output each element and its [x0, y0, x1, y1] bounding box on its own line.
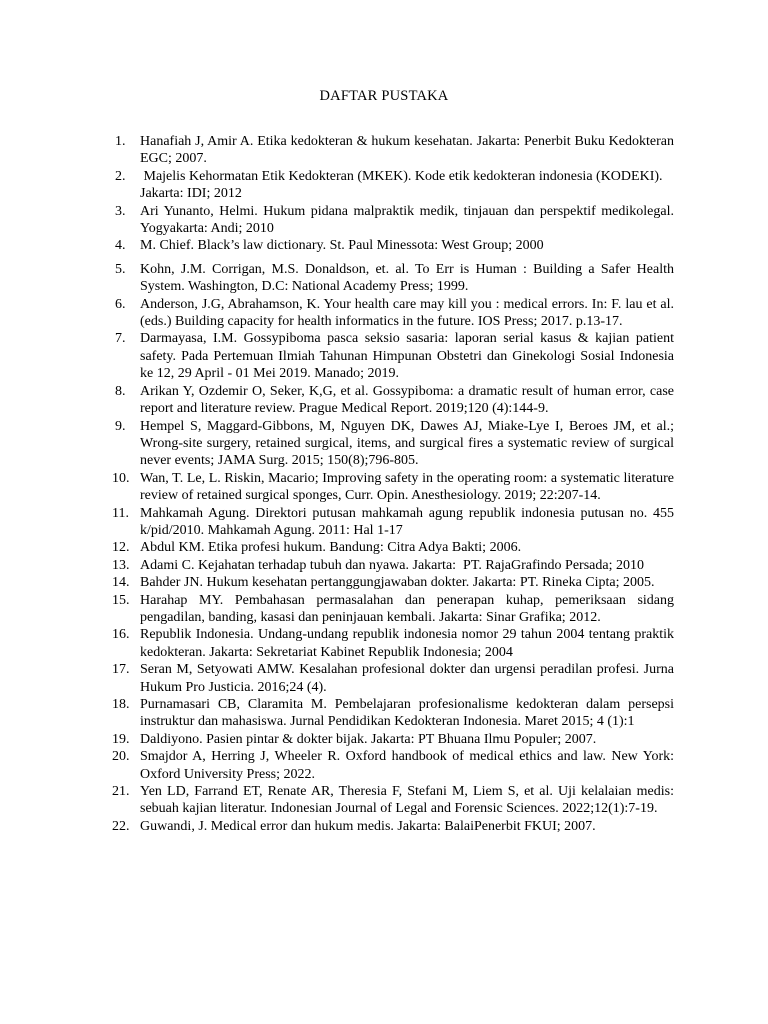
reference-item	[0, 783, 674, 818]
reference-text: Purnamasari CB, Claramita M. Pembelajaran profesionalisme kedokteran dalam persepsi instruktur dan mahasiswa. Jurnal Pendidikan Kedokteran Indonesia. Maret 2015; 4 (1):1	[140, 697, 674, 730]
reference-number: 22.	[112, 818, 130, 834]
reference-text: Yen LD, Farrand ET, Renate AR, Theresia F, Stefani M, Liem S, et al. Uji kelalaian medis: sebuah kajian literatur. Indonesian Journal of Legal and Forensic Sciences. 2022;12(1):7-19.	[140, 784, 674, 817]
reference-text: Republik Indonesia. Undang-undang republik indonesia nomor 29 tahun 2004 tentang praktik kedokteran. Jakarta: Sekretariat Kabinet Republik Indonesia; 2004	[140, 627, 674, 660]
reference-number: 1.	[115, 134, 126, 149]
reference-text: Guwandi, J. Medical error dan hukum medis. Jakarta: BalaiPenerbit FKUI; 2007.	[140, 818, 596, 834]
reference-item	[0, 168, 674, 203]
reference-text: M. Chief. Black’s law dictionary. St. Paul Minessota: West Group; 2000	[140, 238, 544, 254]
reference-number: 2.	[115, 168, 126, 184]
reference-item	[0, 418, 674, 470]
reference-item	[0, 818, 674, 835]
reference-text: Hempel S, Maggard-Gibbons, M, Nguyen DK, Dawes AJ, Miake-Lye I, Beroes JM, et al.; Wrong-site surgery, retained surgical, items, and surgical fires a systematic review of surgical never events; JAMA Surg. 2015; 150(8);796-805.	[140, 418, 674, 469]
reference-number: 7.	[115, 331, 126, 347]
reference-number: 19.	[112, 731, 130, 747]
reference-item	[0, 696, 674, 731]
reference-number: 9.	[115, 418, 126, 434]
reference-item	[0, 574, 674, 591]
reference-text: Darmayasa, I.M. Gossypiboma pasca seksio sasaria: laporan serial kasus & kajian patient safety. Pada Pertemuan Ilmiah Tahunan Himpunan Obstetri dan Ginekologi Sosial Indonesia ke 12, 29 April - 01 Mei 2019. Manado; 2019.	[140, 331, 674, 382]
reference-number: 13.	[112, 557, 130, 573]
reference-text: Hanafiah J, Amir A. Etika kedokteran & hukum kesehatan. Jakarta: Penerbit Buku Kedokteran EGC; 2007.	[140, 134, 674, 167]
reference-text: Adami C. Kejahatan terhadap tubuh dan nyawa. Jakarta: PT. RajaGrafindo Persada; 2010	[140, 557, 644, 573]
reference-number: 8.	[115, 383, 126, 399]
reference-number: 10.	[112, 470, 130, 486]
reference-number: 5.	[115, 261, 126, 277]
reference-number: 20.	[112, 749, 130, 765]
reference-number: 14.	[112, 575, 130, 591]
reference-number: 18.	[112, 697, 130, 712]
reference-text: Kohn, J.M. Corrigan, M.S. Donaldson, et. al. To Err is Human : Building a Safer Health System. Washington, D.C: National Academy Press; 1999.	[140, 261, 674, 295]
reference-item	[0, 470, 674, 505]
reference-text: Anderson, J.G, Abrahamson, K. Your health care may kill you : medical errors. In: F. lau et al. (eds.) Building capacity for health informatics in the future. IOS Press; 2017. p.13-17.	[140, 296, 674, 330]
reference-number: 17.	[112, 662, 130, 678]
reference-text: Wan, T. Le, L. Riskin, Macario; Improving safety in the operating room: a systematic literature review of retained surgical sponges, Curr. Opin. Anesthesiology. 2019; 22:207-14.	[140, 470, 674, 504]
reference-item	[0, 296, 674, 331]
reference-item	[0, 626, 674, 661]
reference-number: 6.	[115, 296, 126, 312]
reference-item	[0, 133, 674, 168]
reference-text: Bahder JN. Hukum kesehatan pertanggungjawaban dokter. Jakarta: PT. Rineka Cipta; 2005.	[140, 575, 655, 591]
reference-item	[0, 383, 674, 418]
reference-item	[0, 731, 674, 748]
reference-item	[0, 592, 674, 627]
reference-number: 11.	[112, 505, 129, 521]
reference-item	[0, 557, 674, 574]
reference-text: Harahap MY. Pembahasan permasalahan dan penerapan kuhap, pemeriksaan sidang pengadilan, banding, kasasi dan peninjauan kembali. Jakarta: Sinar Grafika; 2012.	[140, 592, 674, 625]
reference-text: Majelis Kehormatan Etik Kedokteran (MKEK). Kode etik kedokteran indonesia (KODEKI). Jakarta: IDI; 2012	[140, 168, 667, 202]
reference-text: Ari Yunanto, Helmi. Hukum pidana malpraktik medik, tinjauan dan perspektif medikolegal. Yogyakarta: Andi; 2010	[140, 203, 674, 237]
reference-item	[0, 261, 674, 296]
reference-item	[0, 748, 674, 783]
reference-list	[0, 133, 768, 835]
reference-number: 12.	[112, 540, 130, 556]
reference-number: 16.	[112, 627, 130, 643]
reference-number: 21.	[112, 784, 130, 800]
reference-text: Abdul KM. Etika profesi hukum. Bandung: Citra Adya Bakti; 2006.	[140, 540, 522, 556]
reference-text: Daldiyono. Pasien pintar & dokter bijak. Jakarta: PT Bhuana Ilmu Populer; 2007.	[140, 731, 597, 747]
reference-item	[0, 539, 674, 556]
reference-text: Arikan Y, Ozdemir O, Seker, K,G, et al. Gossypiboma: a dramatic result of human error, case report and literature review. Prague Medical Report. 2019;120 (4):144-9.	[140, 383, 674, 417]
reference-text: Seran M, Setyowati AMW. Kesalahan profesional dokter dan urgensi peradilan profesi. Jurna Hukum Pro Justicia. 2016;24 (4).	[140, 662, 674, 695]
reference-item	[0, 505, 674, 540]
reference-item	[0, 330, 674, 382]
reference-item	[0, 661, 674, 696]
reference-text: Mahkamah Agung. Direktori putusan mahkamah agung republik indonesia putusan no. 455 k/pid/2010. Mahkamah Agung. 2011: Hal 1-17	[140, 505, 674, 538]
page-title: DAFTAR PUSTAKA	[319, 88, 449, 104]
reference-number: 3.	[115, 203, 126, 219]
reference-text: Smajdor A, Herring J, Wheeler R. Oxford handbook of medical ethics and law. New York: Oxford University Press; 2022.	[140, 749, 674, 782]
reference-item	[0, 237, 674, 254]
reference-number: 4.	[115, 238, 126, 254]
reference-item	[0, 203, 674, 238]
reference-number: 15.	[112, 592, 130, 608]
